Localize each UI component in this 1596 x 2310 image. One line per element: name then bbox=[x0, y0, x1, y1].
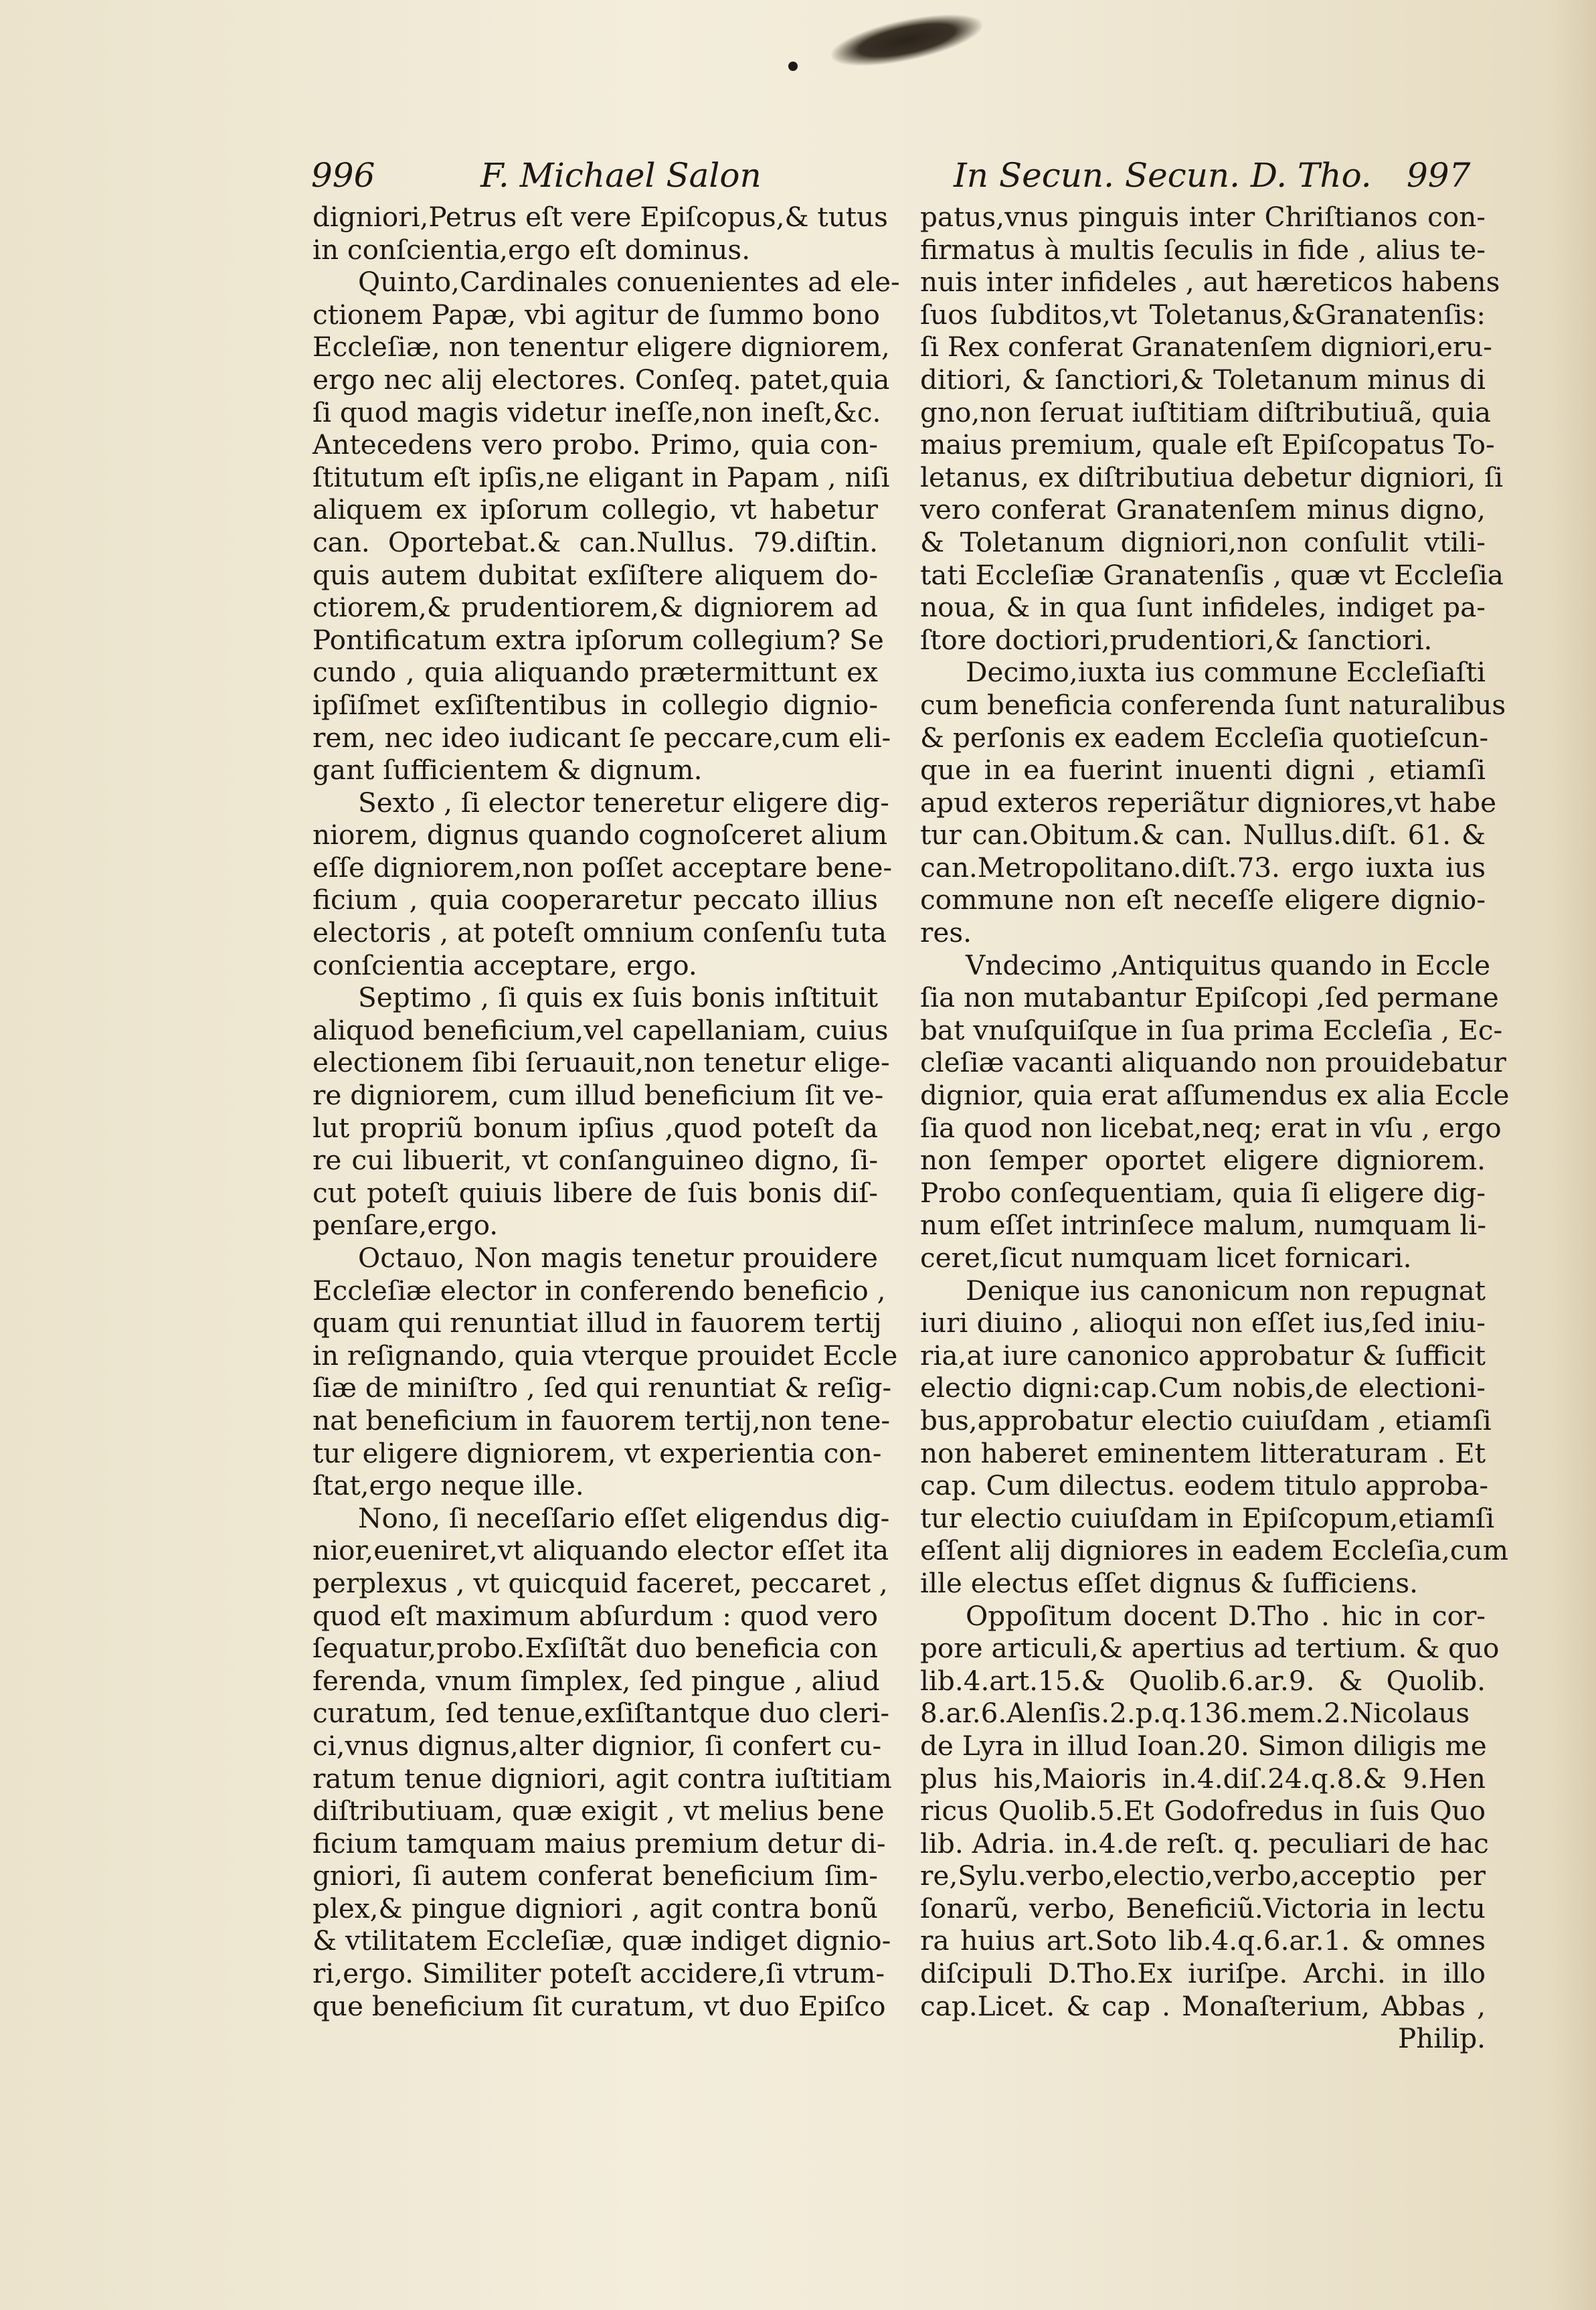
left-column-line: rem, nec ideo iudicant ſe peccare,cum eli- bbox=[313, 721, 891, 754]
left-column-line: ficium , quia cooperaretur peccato illius bbox=[313, 884, 878, 916]
left-column-line: cut poteſt quiuis libere de ſuis bonis diſ- bbox=[313, 1176, 878, 1209]
right-column-line: letanus, ex diſtributiua debetur digniori, ſi bbox=[920, 461, 1504, 493]
right-column-line: pore articuli,& apertius ad tertium. & quo bbox=[920, 1632, 1500, 1665]
right-column-line: ria,at iure canonico approbatur & ſufficit bbox=[920, 1339, 1486, 1372]
right-column-line: res. bbox=[920, 916, 972, 949]
right-column-line: Denique ius canonicum non repugnat bbox=[966, 1274, 1486, 1307]
left-column-line: re digniorem, cum illud beneficium ſit ve- bbox=[313, 1079, 884, 1112]
right-column-line: re,Sylu.verbo,electio,verbo,acceptio per bbox=[920, 1860, 1486, 1892]
right-column-line: diſcipuli D.Tho.Ex iuriſpe. Archi. in illo bbox=[920, 1957, 1486, 1990]
left-column-line: que beneficium ſit curatum, vt duo Epiſco bbox=[313, 1989, 886, 2022]
left-column-line: electoris , at poteſt omnium conſenſu tuta bbox=[313, 916, 887, 949]
left-column-line: ſequatur,probo.Exſiſtãt duo beneficia con bbox=[313, 1632, 878, 1665]
left-column-line: gniori, ſi autem conferat beneficium ſim- bbox=[313, 1860, 878, 1892]
right-column-line: ceret,ſicut numquam licet fornicari. bbox=[920, 1242, 1412, 1274]
left-column-line: eſſe digniorem,non poſſet acceptare bene- bbox=[313, 851, 893, 884]
left-column-line: Septimo , ſi quis ex ſuis bonis inſtituit bbox=[358, 981, 878, 1014]
right-column-line: cum beneficia conferenda ſunt naturalibus bbox=[920, 688, 1506, 721]
ink-dot bbox=[788, 62, 798, 71]
left-column-line: tur eligere digniorem, vt experientia con- bbox=[313, 1436, 882, 1469]
right-column-line: ſonarũ, verbo, Beneficiũ.Victoria in lectu bbox=[920, 1892, 1486, 1924]
right-column-line: ſuos ſubditos,vt Toletanus,&Granatenſis: bbox=[920, 298, 1486, 331]
left-column-line: ferenda, vnum ſimplex, ſed pingue , aliud bbox=[313, 1664, 880, 1697]
left-column-line: curatum, ſed tenue,exſiſtantque duo cleri- bbox=[313, 1697, 890, 1730]
right-column-line: nuis inter infideles , aut hæreticos habens bbox=[920, 266, 1500, 299]
right-column-line: maius premium, quale eſt Epiſcopatus To- bbox=[920, 428, 1495, 461]
left-column-line: digniori,Petrus eſt vere Epiſcopus,& tutus bbox=[313, 201, 888, 233]
left-column-line: can. Oportebat.& can.Nullus. 79.diſtin. bbox=[313, 525, 878, 558]
right-page-number: 997 bbox=[1407, 156, 1471, 195]
left-column-line: ratum tenue digniori, agit contra iuſtitiam bbox=[313, 1762, 892, 1795]
left-column-line: ipſiſmet exſiſtentibus in collegio dignio- bbox=[313, 688, 878, 721]
right-column-line: non ſemper oportet eligere digniorem. bbox=[920, 1144, 1486, 1177]
right-column-line: noua, & in qua ſunt infideles, indiget pa- bbox=[920, 591, 1486, 624]
left-column-line: ficium tamquam maius premium detur di- bbox=[313, 1827, 886, 1860]
left-column-line: electionem ſibi ſeruauit,non tenetur elige- bbox=[313, 1046, 890, 1079]
right-column-line: ſia quod non licebat,neq; erat in vſu , ergo bbox=[920, 1111, 1502, 1144]
right-column-line: Philip. bbox=[1398, 2022, 1486, 2055]
right-column-line: ſi Rex conferat Granatenſem digniori,eru- bbox=[920, 331, 1492, 363]
right-column-line: ſia non mutabantur Epiſcopi ,ſed permane bbox=[920, 981, 1499, 1014]
right-column-line: Oppoſitum docent D.Tho . hic in cor- bbox=[966, 1599, 1486, 1632]
left-running-head: F. Michael Salon bbox=[480, 156, 762, 195]
left-column-line: nior,eueniret,vt aliquando elector eſſet ita bbox=[313, 1534, 889, 1567]
right-column-line: cap. Cum dilectus. eodem titulo approba- bbox=[920, 1469, 1489, 1502]
right-column-line: tati Eccleſiæ Granatenſis , quæ vt Eccleſia bbox=[920, 558, 1504, 591]
right-column-line: ra huius art.Soto lib.4.q.6.ar.1. & omnes bbox=[920, 1924, 1486, 1957]
left-column-line: aliquem ex ipſorum collegio, vt habetur bbox=[313, 493, 878, 526]
right-column-line: tur can.Obitum.& can. Nullus.diſt. 61. & bbox=[920, 819, 1486, 851]
right-column-line: Decimo,iuxta ius commune Eccleſiaſti bbox=[966, 656, 1486, 689]
right-column-line: eſſent alij digniores in eadem Eccleſia,cum bbox=[920, 1534, 1509, 1567]
left-column-line: niorem, dignus quando cognoſceret alium bbox=[313, 819, 888, 851]
right-column-line: commune non eſt neceſſe eligere dignio- bbox=[920, 884, 1486, 916]
left-column-line: ctionem Papæ, vbi agitur de ſummo bono bbox=[313, 298, 880, 331]
left-column-line: ci,vnus dignus,alter dignior, ſi confert cu- bbox=[313, 1729, 882, 1762]
left-column-line: ſi quod magis videtur ineſſe,non ineſt,&c. bbox=[313, 396, 881, 428]
left-column-line: lut propriũ bonum ipſius ,quod poteſt da bbox=[313, 1111, 878, 1144]
left-column-line: Quinto,Cardinales conuenientes ad ele- bbox=[358, 266, 900, 299]
left-column-line: diſtributiuam, quæ exigit , vt melius bene bbox=[313, 1795, 885, 1827]
left-column-line: Eccleſiæ, non tenentur eligere digniorem, bbox=[313, 331, 890, 363]
left-column-line: ſtat,ergo neque ille. bbox=[313, 1469, 584, 1502]
right-column-line: firmatus à multis ſeculis in fide , alius te- bbox=[920, 233, 1486, 266]
right-column-line: 8.ar.6.Alenſis.2.p.q.136.mem.2.Nicolaus bbox=[920, 1697, 1470, 1730]
left-column-line: ſiæ de miniſtro , ſed qui renuntiat & reſig- bbox=[313, 1372, 892, 1404]
left-column-line: Eccleſiæ elector in conferendo beneficio , bbox=[313, 1274, 886, 1307]
left-column-line: nat beneficium in fauorem tertij,non tene- bbox=[313, 1404, 891, 1436]
right-column-line: iuri diuino , alioqui non eſſet ius,ſed iniu- bbox=[920, 1307, 1486, 1339]
left-column-line: ri,ergo. Similiter poteſt accidere,ſi vtrum- bbox=[313, 1957, 885, 1990]
left-column-line: re cui libuerit, vt conſanguineo digno, ſi- bbox=[313, 1144, 878, 1177]
right-column-line: bat vnuſquiſque in ſua prima Eccleſia , Ec- bbox=[920, 1013, 1503, 1046]
left-column-line: perplexus , vt quicquid faceret, peccaret , bbox=[313, 1566, 888, 1599]
right-column-line: apud exteros reperiãtur digniores,vt habe bbox=[920, 786, 1497, 819]
right-column-line: plus his,Maioris in.4.diſ.24.q.8.& 9.Hen bbox=[920, 1762, 1486, 1795]
left-column-line: in conſcientia,ergo eſt dominus. bbox=[313, 233, 751, 266]
right-column-line: non haberet eminentem litteraturam . Et bbox=[920, 1436, 1486, 1469]
right-column-line: cleſiæ vacanti aliquando non prouidebatur bbox=[920, 1046, 1506, 1079]
left-column-line: conſcientia acceptare, ergo. bbox=[313, 948, 697, 981]
right-column-line: ricus Quolib.5.Et Godofredus in ſuis Quo bbox=[920, 1795, 1486, 1827]
right-column-line: num eſſet intrinſece malum, numquam li- bbox=[920, 1209, 1487, 1242]
right-column-line: gno,non ſeruat iuſtitiam diſtributiuã, quia bbox=[920, 396, 1492, 428]
right-column-line: Probo conſequentiam, quia ſi eligere dig- bbox=[920, 1176, 1486, 1209]
left-column-line: ctiorem,& prudentiorem,& digniorem ad bbox=[313, 591, 878, 624]
left-column-line: in reſignando, quia vterque prouidet Eccle bbox=[313, 1339, 898, 1372]
left-column-line: quod eſt maximum abſurdum : quod vero bbox=[313, 1599, 878, 1632]
right-column-line: ſtore doctiori,prudentiori,& ſanctiori. bbox=[920, 623, 1433, 656]
left-column-line: Nono, ſi neceſſario eſſet eligendus dig- bbox=[358, 1501, 890, 1534]
left-column-line: plex,& pingue digniori , agit contra bonũ bbox=[313, 1892, 878, 1924]
left-column-line: penſare,ergo. bbox=[313, 1209, 499, 1242]
right-column-line: que in ea fuerint inuenti digni , etiamſi bbox=[920, 754, 1486, 787]
right-column-line: dignior, quia erat aſſumendus ex alia Eccle bbox=[920, 1079, 1510, 1112]
right-column-line: lib.4.art.15.& Quolib.6.ar.9. & Quolib. bbox=[920, 1664, 1486, 1697]
left-column-line: aliquod beneficium,vel capellaniam, cuius bbox=[313, 1013, 889, 1046]
right-column-line: ille electus eſſet dignus & ſufficiens. bbox=[920, 1566, 1419, 1599]
right-column-line: de Lyra in illud Ioan.20. Simon diligis me bbox=[920, 1729, 1487, 1762]
left-column-line: gant ſufficientem & dignum. bbox=[313, 754, 703, 787]
left-column-line: Pontificatum extra ipſorum collegium? Se bbox=[313, 623, 884, 656]
left-column-line: quam qui renuntiat illud in fauorem tertij bbox=[313, 1307, 882, 1339]
right-column-line: cap.Licet. & cap . Monaſterium, Abbas , bbox=[920, 1989, 1486, 2022]
right-column-line: Vndecimo ,Antiquitus quando in Eccle bbox=[966, 948, 1491, 981]
right-column-line: lib. Adria. in.4.de reſt. q. peculiari de hac bbox=[920, 1827, 1489, 1860]
right-column-line: vero conferat Granatenſem minus digno, bbox=[920, 493, 1486, 526]
left-column-line: ſtitutum eſt ipſis,ne eligant in Papam , niſi bbox=[313, 461, 890, 493]
right-running-head: In Secun. Secun. D. Tho. bbox=[954, 156, 1372, 195]
left-page-number: 996 bbox=[311, 156, 375, 195]
right-column-line: & Toletanum digniori,non conſulit vtili- bbox=[920, 525, 1486, 558]
right-column-line: bus,approbatur electio cuiuſdam , etiamſi bbox=[920, 1404, 1492, 1436]
right-column-line: tur electio cuiuſdam in Epiſcopum,etiamſi bbox=[920, 1501, 1495, 1534]
left-column-line: ergo nec alij electores. Conſeq. patet,quia bbox=[313, 363, 890, 396]
left-column-line: cundo , quia aliquando prætermittunt ex bbox=[313, 656, 878, 689]
right-column-line: can.Metropolitano.diſt.73. ergo iuxta ius bbox=[920, 851, 1486, 884]
left-text-column bbox=[313, 201, 900, 2022]
left-column-line: & vtilitatem Eccleſiæ, quæ indiget dignio- bbox=[313, 1924, 891, 1957]
right-column-line: ditiori, & ſanctiori,& Toletanum minus di bbox=[920, 363, 1486, 396]
right-column-line: electio digni:cap.Cum nobis,de electioni- bbox=[920, 1372, 1486, 1404]
right-column-line: patus,vnus pinguis inter Chriſtianos con- bbox=[920, 201, 1486, 233]
left-column-line: Antecedens vero probo. Primo, quia con- bbox=[313, 428, 878, 461]
left-column-line: Sexto , ſi elector teneretur eligere dig- bbox=[358, 786, 889, 819]
left-column-line: quis autem dubitat exſiſtere aliquem do- bbox=[313, 558, 878, 591]
right-text-column bbox=[920, 201, 1510, 2055]
left-column-line: Octauo, Non magis tenetur prouidere bbox=[358, 1242, 878, 1274]
right-column-line: & perſonis ex eadem Eccleſia quotieſcun- bbox=[920, 721, 1489, 754]
